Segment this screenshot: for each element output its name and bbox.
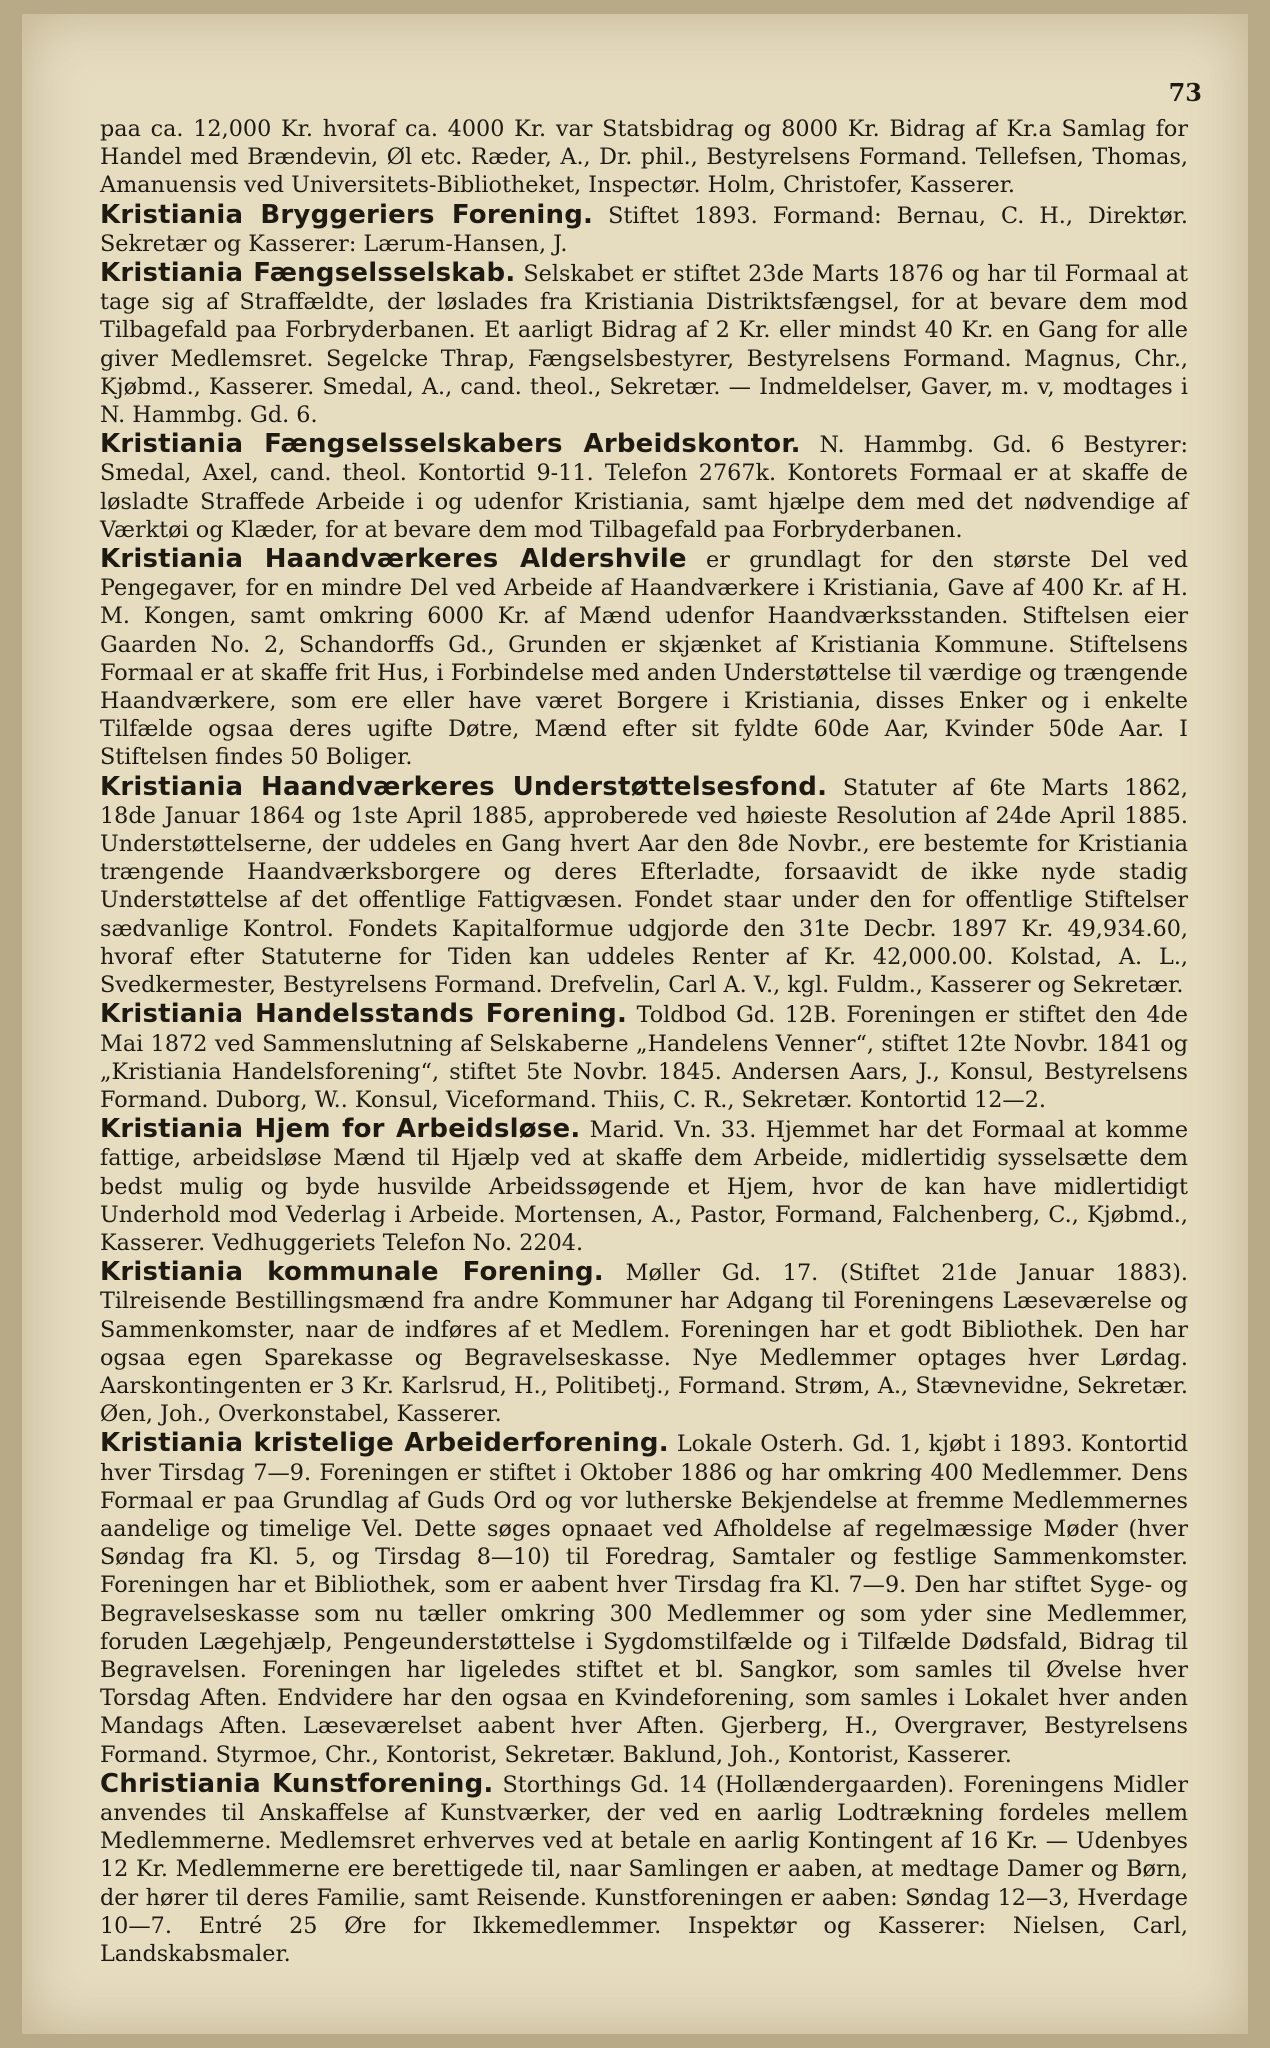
entry-handelsstands-forening — [100, 1000, 1188, 1114]
entry-aldershvile — [100, 545, 1188, 772]
entry-text: Stiftet 1893. Formand: Bernau, C. H., Direktør. Sekretær og Kasserer: Lærum-Hansen, J. — [100, 202, 1188, 257]
entry-text: er grundlagt for den største Del ved Pengegaver, for en mindre Del ved Arbeide af Haandværkere i Kristiania, Gave af 400 Kr. af H. M. Kongen, samt omkring 6000 Kr. af Mænd udenfor Haandværksstanden. Stiftelsen eier Gaarden No. 2, Schandorffs Gd., Grunden er skjænket af Kristiania Kommune. Stiftelsens Formaal er at skaffe frit Hus, i Forbindelse med anden Understøttelse til værdige og trængende Haandværkere, som ere eller have været Borgere i Kristiania, disses Enker og i enkelte Tilfælde ogsaa deres ugifte Døtre, Mænd efter sit fyldte 60de Aar, Kvinder 50de Aar. I Stiftelsen findes 50 Boliger. — [100, 547, 1188, 771]
entry-arbeidskontor — [100, 430, 1188, 544]
scanned-page — [22, 14, 1248, 2034]
entry-text: Marid. Vn. 33. Hjemmet har det Formaal at komme fattige, arbeidsløse Mænd til Hjælp ved at skaffe dem Arbeide, midlertidig sysselsætte dem bedst mulig og byde husvilde Arbeidssøgende et Hjem, hvor de kan have midlertidigt Underhold mod Vederlag i Arbeide. Mortensen, A., Pastor, Formand, Falchenberg, C., Kjøbmd., Kasserer. Vedhuggeriets Telefon No. 2204. — [100, 1117, 1189, 1256]
entry-heading: Kristiania Haandværkeres Aldershvile — [100, 544, 687, 575]
entry-understottelsesfond — [100, 773, 1188, 1000]
entry-kristelige-arbeiderforening — [100, 1429, 1188, 1768]
entry-heading: Kristiania Handelsstands Forening. — [100, 999, 628, 1030]
entry-text: Lokale Osterh. Gd. 1, kjøbt i 1893. Kontortid hver Tirsdag 7—9. Foreningen er stiftet i Oktober 1886 og har omkring 400 Medlemmer. Dens Formaal er paa Grundlag af Guds Ord og vor lutherske Bekjendelse at fremme Medlemmernes aandelige og timelige Vel. Dette søges opnaaet ved Afholdelse af regelmæssige Møder (hver Søndag fra Kl. 5, og Tirsdag 8—10) til Foredrag, Samtaler og festlige Sammenkomster. Foreningen har et Bibliothek, som er aabent hver Tirsdag fra Kl. 7—9. Den har stiftet Syge- og Begravelseskasse som nu tæller omkring 300 Medlemmer og som yder sine Medlemmer, foruden Lægehjælp, Pengeunderstøttelse i Sygdomstilfælde og i Tilfælde Dødsfald, Bidrag til Begravelsen. Foreningen har ligeledes stiftet et bl. Sangkor, som samles til Øvelse hver Torsdag Aften. Endvidere har den ogsaa en Kvindeforening, som samles i Lokalet hver anden Mandags Aften. Læseværelset aabent hver Aften. Gjerberg, H., Overgraver, Bestyrelsens Formand. Styrmoe, Chr., Kontorist, Sekretær. Baklund, Joh., Kontorist, Kasserer. — [100, 1431, 1188, 1768]
entry-text: Storthings Gd. 14 (Hollændergaarden). Foreningens Midler anvendes til Anskaffelse af Kunstværker, der ved en aarlig Lodtrækning fordeles mellem Medlemmerne. Medlemsret erhverves ved at betale en aarlig Kontingent af 16 Kr. — Udenbyes 12 Kr. Medlemmerne ere berettigede til, naar Samlingen er aaben, at medtage Damer og Børn, der hører til deres Familie, samt Reisende. Kunstforeningen er aaben: Søndag 12—3, Hverdage 10—7. Entré 25 Øre for Ikkemedlemmer. Inspektør og Kasserer: Nielsen, Carl, Landskabsmaler. — [100, 1771, 1188, 1967]
entry-heading: Kristiania Hjem for Arbeidsløse. — [100, 1114, 581, 1145]
entry-text: paa ca. 12,000 Kr. hvoraf ca. 4000 Kr. var Statsbidrag og 8000 Kr. Bidrag af Kr.a Samlag for Handel med Brændevin, Øl etc. Ræder, A., Dr. phil., Bestyrelsens Formand. Tellefsen, Thomas, Amanuensis ved Universitets-Bibliotheket, Inspectør. Holm, Christofer, Kasserer. — [100, 116, 1188, 199]
entry-text: Selskabet er stiftet 23de Marts 1876 og har til Formaal at tage sig af Straffældte, der løslades fra Kristiania Distriktsfængsel, for at bevare dem mod Tilbagefald paa Forbryderbanen. Et aarligt Bidrag af 2 Kr. eller mindst 40 Kr. en Gang for alle giver Medlemsret. Segelcke Thrap, Fængselsbestyrer, Bestyrelsens Formand. Magnus, Chr., Kjøbmd., Kasserer. Smedal, A., cand. theol., Sekretær. — Indmeldelser, Gaver, m. v, modtages i N. Hammbg. Gd. 6. — [100, 261, 1188, 429]
entry-hjem-for-arbeidslose — [100, 1115, 1188, 1257]
entry-heading: Kristiania Fængselsselskab. — [100, 258, 516, 289]
directory-text — [100, 114, 1188, 1969]
entry-heading: Kristiania Fængselsselskabers Arbeidskontor. — [100, 429, 801, 460]
entry-heading: Kristiania Bryggeriers Forening. — [100, 199, 594, 230]
entry-kunstforening — [100, 1770, 1188, 1968]
entry-kommunale-forening — [100, 1258, 1188, 1428]
entry-heading: Kristiania Haandværkeres Understøttelsesfond. — [100, 771, 828, 802]
entry-text: Møller Gd. 17. (Stiftet 21de Januar 1883). Tilreisende Bestillingsmænd fra andre Kommuner har Adgang til Foreningens Læseværelse og Sammenkomster, naar de indføres af et Medlem. Foreningen har et godt Bibliothek. Den har ogsaa egen Sparekasse og Begravelseskasse. Nye Medlemmer optages hver Lørdag. Aarskontingenten er 3 Kr. Karlsrud, H., Politibetj., Formand. Strøm, A., Stævnevidne, Sekretær. Øen, Joh., Overkonstabel, Kasserer. — [100, 1260, 1189, 1428]
entry-text: Toldbod Gd. 12B. Foreningen er stiftet den 4de Mai 1872 ved Sammenslutning af Selskaberne „Handelens Venner“, stiftet 12te Novbr. 1841 og „Kristiania Handelsforening“, stiftet 5te Novbr. 1845. Andersen Aars, J., Konsul, Bestyrelsens Formand. Duborg, W.. Konsul, Viceformand. Thiis, C. R., Sekretær. Kontortid 12—2. — [100, 1002, 1189, 1113]
page-number: 73 — [1168, 78, 1202, 107]
entry-text: Statuter af 6te Marts 1862, 18de Januar 1864 og 1ste April 1885, approberede ved høieste Resolution af 24de April 1885. Understøttelserne, der uddeles en Gang hvert Aar den 8de Novbr., ere bestemte for Kristiania trængende Haandværksborgere og deres Efterladte, forsaavidt de ikke nyde stadig Understøttelse af det offentlige Fattigvæsen. Fondet staar under den for offentlige Stiftelser sædvanlige Kontrol. Fondets Kapitalformue udgjorde den 31te Decbr. 1897 Kr. 49,934.60, hvoraf efter Statuterne for Tiden kan uddeles Renter af Kr. 42,000.00. Kolstad, A. L., Svedkermester, Bestyrelsens Formand. Drefvelin, Carl A. V., kgl. Fuldm., Kasserer og Sekretær. — [100, 774, 1189, 999]
entry-heading: Christiania Kunstforening. — [100, 1768, 494, 1799]
entry-faengselsselskab — [100, 259, 1188, 429]
entry-heading: Kristiania kristelige Arbeiderforening. — [100, 1428, 669, 1459]
entry-continuation — [100, 114, 1188, 200]
entry-text: N. Hammbg. Gd. 6 Bestyrer: Smedal, Axel, cand. theol. Kontortid 9-11. Telefon 2767k. Kontorets Formaal er at skaffe de løsladte Straffede Arbeide i og udenfor Kristiania, samt hjælpe dem med det nødvendige af Værktøi og Klæder, for at bevare dem mod Tilbagefald paa Forbryderbanen. — [100, 432, 1189, 543]
entry-heading: Kristiania kommunale Forening. — [100, 1257, 604, 1288]
entry-bryggeriers-forening — [100, 201, 1188, 258]
